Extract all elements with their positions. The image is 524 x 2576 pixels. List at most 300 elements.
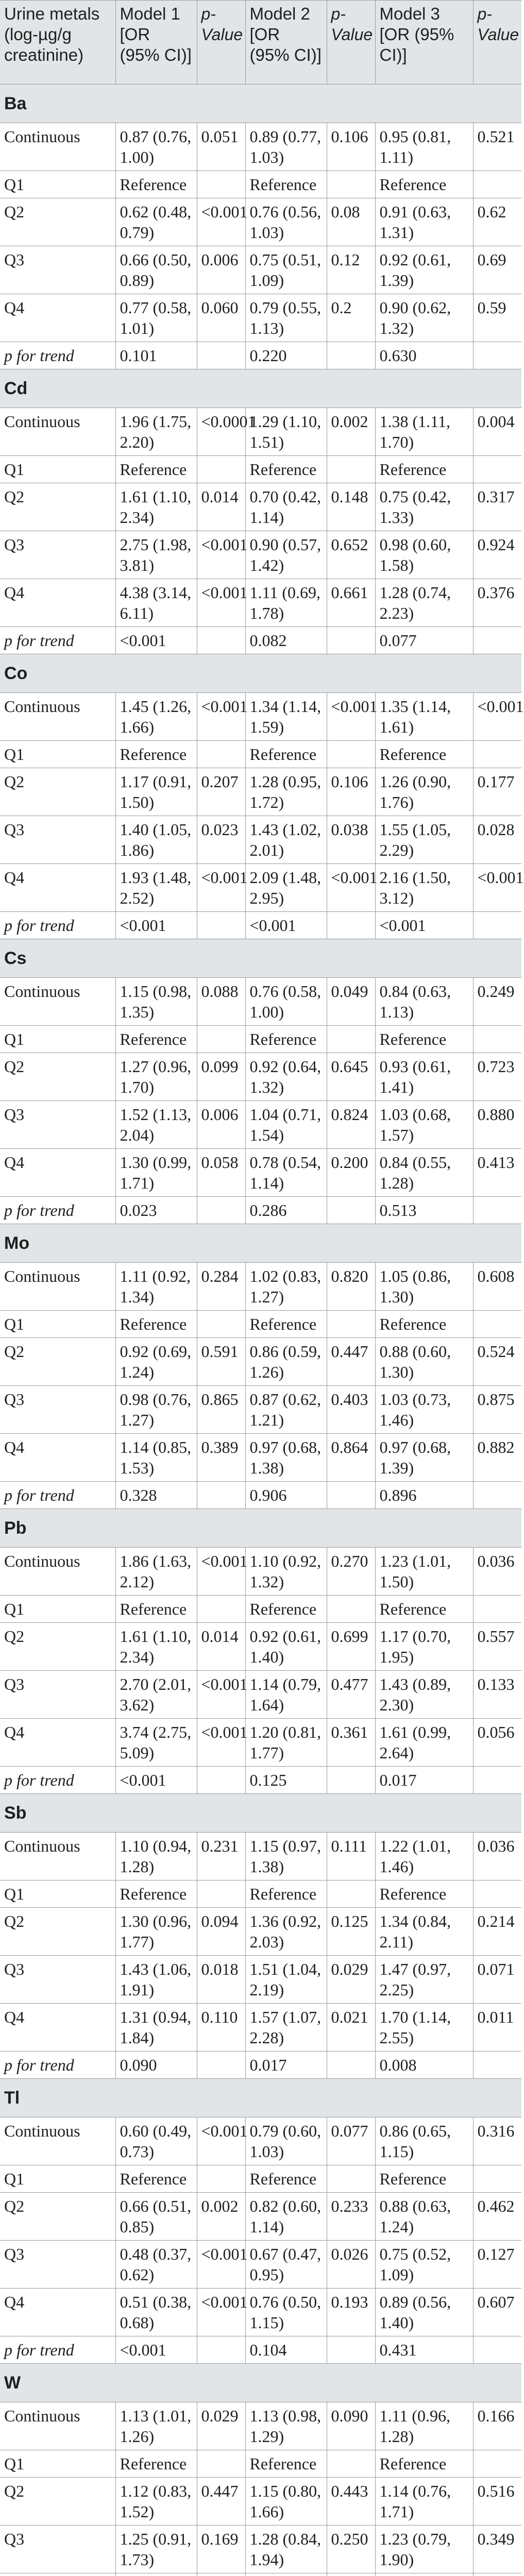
model-3-p: 0.524 xyxy=(473,1338,521,1386)
model-2-p: 0.090 xyxy=(327,2402,375,2450)
header-p-value-3: p-Value xyxy=(473,1,521,84)
row-label: p for trend xyxy=(0,342,115,369)
model-2-or: Reference xyxy=(245,2165,327,2193)
model-2-p: 0.148 xyxy=(327,483,375,531)
model-3-p: 0.607 xyxy=(473,2289,521,2336)
row-label: Q1 xyxy=(0,456,115,483)
model-2-p xyxy=(327,1311,375,1338)
model-1-p: 0.002 xyxy=(197,2193,245,2241)
model-1-or: Reference xyxy=(115,456,197,483)
model-1-or: 0.98 (0.76, 1.27) xyxy=(115,1386,197,1434)
model-2-or: 1.20 (0.81, 1.77) xyxy=(245,1719,327,1767)
model-3-p: 0.413 xyxy=(473,1149,521,1197)
model-3-or: 1.11 (0.96, 1.28) xyxy=(375,2402,473,2450)
model-3-or: 0.88 (0.60, 1.30) xyxy=(375,1338,473,1386)
model-2-or: 1.57 (1.07, 2.28) xyxy=(245,2004,327,2052)
row-label: Continuous xyxy=(0,1263,115,1311)
section-row-cd xyxy=(0,369,521,408)
model-2-p xyxy=(327,912,375,939)
model-3-p: 0.316 xyxy=(473,2117,521,2165)
table-row xyxy=(0,1434,521,1482)
model-3-p: 0.882 xyxy=(473,1434,521,1482)
row-label: Q4 xyxy=(0,864,115,912)
model-2-or: 1.36 (0.92, 2.03) xyxy=(245,1908,327,1956)
model-1-or: 0.77 (0.58, 1.01) xyxy=(115,294,197,342)
table-row xyxy=(0,1767,521,1794)
section-title: Co xyxy=(0,654,521,693)
header-model-1: Model 1 [OR (95% CI)] xyxy=(115,1,197,84)
table-row xyxy=(0,1101,521,1149)
model-2-or: 0.75 (0.51, 1.09) xyxy=(245,246,327,294)
model-2-p xyxy=(327,2450,375,2478)
model-2-or: 0.67 (0.47, 0.95) xyxy=(245,2241,327,2289)
model-1-p xyxy=(197,171,245,198)
row-label: Q1 xyxy=(0,1880,115,1908)
model-1-or: 3.74 (2.75, 5.09) xyxy=(115,1719,197,1767)
model-1-or: Reference xyxy=(115,1026,197,1053)
model-1-or: 1.15 (0.98, 1.35) xyxy=(115,978,197,1026)
model-1-or: 1.43 (1.06, 1.91) xyxy=(115,1956,197,2004)
model-2-or: 0.79 (0.60, 1.03) xyxy=(245,2117,327,2165)
model-3-or: 0.95 (0.81, 1.11) xyxy=(375,123,473,171)
table-header xyxy=(0,1,521,84)
model-1-p: 0.023 xyxy=(197,816,245,864)
model-2-or: 0.90 (0.57, 1.42) xyxy=(245,531,327,579)
model-3-p xyxy=(473,741,521,768)
model-3-or: 0.75 (0.52, 1.09) xyxy=(375,2241,473,2289)
table-row xyxy=(0,978,521,1026)
section-title: W xyxy=(0,2364,521,2402)
model-2-p: 0.403 xyxy=(327,1386,375,1434)
model-2-p: 0.645 xyxy=(327,1053,375,1101)
row-label: Q3 xyxy=(0,1101,115,1149)
model-2-p xyxy=(327,342,375,369)
model-2-or: 1.04 (0.71, 1.54) xyxy=(245,1101,327,1149)
model-1-or: 0.92 (0.69, 1.24) xyxy=(115,1338,197,1386)
table-row xyxy=(0,408,521,456)
model-1-or xyxy=(115,2573,197,2576)
model-3-p: 0.127 xyxy=(473,2241,521,2289)
model-1-p xyxy=(197,1197,245,1224)
model-2-p: 0.864 xyxy=(327,1434,375,1482)
section-row-tl xyxy=(0,2079,521,2117)
model-2-or: 0.104 xyxy=(245,2336,327,2364)
table-row xyxy=(0,1386,521,1434)
model-3-or: 0.97 (0.68, 1.39) xyxy=(375,1434,473,1482)
model-3-p xyxy=(473,1482,521,1509)
model-1-p xyxy=(197,741,245,768)
model-2-p: 0.661 xyxy=(327,579,375,627)
model-1-or: Reference xyxy=(115,2450,197,2478)
model-3-or: 1.03 (0.68, 1.57) xyxy=(375,1101,473,1149)
table-row xyxy=(0,693,521,741)
model-1-p: 0.018 xyxy=(197,1956,245,2004)
model-3-p: 0.166 xyxy=(473,2402,521,2450)
table-row xyxy=(0,2117,521,2165)
model-2-p: 0.200 xyxy=(327,1149,375,1197)
model-3-p: 0.071 xyxy=(473,1956,521,2004)
model-1-or: 0.023 xyxy=(115,1197,197,1224)
model-1-or: 0.60 (0.49, 0.73) xyxy=(115,2117,197,2165)
model-3-p: 0.521 xyxy=(473,123,521,171)
section-row-sb xyxy=(0,1794,521,1833)
model-3-or: 2.16 (1.50, 3.12) xyxy=(375,864,473,912)
table-row xyxy=(0,2241,521,2289)
model-2-or: 0.76 (0.58, 1.00) xyxy=(245,978,327,1026)
row-label: Q1 xyxy=(0,1026,115,1053)
model-2-p xyxy=(327,741,375,768)
row-label: Q1 xyxy=(0,171,115,198)
model-2-p: 0.250 xyxy=(327,2526,375,2573)
model-1-or: 2.70 (2.01, 3.62) xyxy=(115,1671,197,1719)
model-1-p: 0.014 xyxy=(197,1623,245,1671)
model-3-p: 0.69 xyxy=(473,246,521,294)
section-title: Sb xyxy=(0,1794,521,1833)
model-3-or: 0.077 xyxy=(375,627,473,654)
model-1-or: 1.45 (1.26, 1.66) xyxy=(115,693,197,741)
model-2-or: Reference xyxy=(245,1026,327,1053)
model-2-or: 0.79 (0.55, 1.13) xyxy=(245,294,327,342)
model-2-p: 0.029 xyxy=(327,1956,375,2004)
row-label: Q1 xyxy=(0,1596,115,1623)
model-3-p: 0.214 xyxy=(473,1908,521,1956)
model-1-p: 0.029 xyxy=(197,2402,245,2450)
row-label: p for trend xyxy=(0,1482,115,1509)
row-label: Continuous xyxy=(0,123,115,171)
table-row xyxy=(0,1311,521,1338)
row-label: Q3 xyxy=(0,2526,115,2573)
model-1-p: <0.001 xyxy=(197,579,245,627)
table-row xyxy=(0,864,521,912)
model-1-or: 1.25 (0.91, 1.73) xyxy=(115,2526,197,2573)
row-label: p for trend xyxy=(0,627,115,654)
model-3-p: 0.349 xyxy=(473,2526,521,2573)
section-row-cs xyxy=(0,939,521,978)
model-3-p: 0.011 xyxy=(473,2004,521,2052)
model-2-or: 1.34 (1.14, 1.59) xyxy=(245,693,327,741)
model-3-or: 1.38 (1.11, 1.70) xyxy=(375,408,473,456)
model-1-p xyxy=(197,2052,245,2079)
table-row xyxy=(0,2052,521,2079)
model-1-or: 1.96 (1.75, 2.20) xyxy=(115,408,197,456)
row-label: Continuous xyxy=(0,693,115,741)
table-row xyxy=(0,123,521,171)
model-3-p: 0.462 xyxy=(473,2193,521,2241)
model-3-or: 0.896 xyxy=(375,1482,473,1509)
model-1-or: 1.52 (1.13, 2.04) xyxy=(115,1101,197,1149)
table-row xyxy=(0,2450,521,2478)
model-1-or: 1.61 (1.10, 2.34) xyxy=(115,1623,197,1671)
model-3-or: 1.70 (1.14, 2.55) xyxy=(375,2004,473,2052)
model-3-or: 0.93 (0.61, 1.41) xyxy=(375,1053,473,1101)
model-3-or: Reference xyxy=(375,1311,473,1338)
model-1-p xyxy=(197,1482,245,1509)
section-title: Mo xyxy=(0,1224,521,1263)
model-1-p xyxy=(197,2450,245,2478)
model-2-or: 0.92 (0.61, 1.40) xyxy=(245,1623,327,1671)
table-row xyxy=(0,1026,521,1053)
header-urine-metals: Urine metals (log-µg/g creatinine) xyxy=(0,1,115,84)
model-1-p: 0.389 xyxy=(197,1434,245,1482)
model-2-p: 0.447 xyxy=(327,1338,375,1386)
model-3-or: 0.84 (0.55, 1.28) xyxy=(375,1149,473,1197)
model-1-p: <0.0001 xyxy=(197,408,245,456)
model-2-p: 0.111 xyxy=(327,1833,375,1880)
row-label: Continuous xyxy=(0,1548,115,1596)
row-label: Q3 xyxy=(0,531,115,579)
model-3-p: 0.875 xyxy=(473,1386,521,1434)
row-label: p for trend xyxy=(0,912,115,939)
row-label: Q4 xyxy=(0,1149,115,1197)
model-3-or: 1.26 (0.90, 1.76) xyxy=(375,768,473,816)
model-3-or: 1.22 (1.01, 1.46) xyxy=(375,1833,473,1880)
section-title: Pb xyxy=(0,1509,521,1548)
model-3-p xyxy=(473,1596,521,1623)
model-2-or: 0.082 xyxy=(245,627,327,654)
model-1-or: 1.86 (1.63, 2.12) xyxy=(115,1548,197,1596)
model-1-or: Reference xyxy=(115,741,197,768)
table-row xyxy=(0,1719,521,1767)
model-2-p: 0.038 xyxy=(327,816,375,864)
model-2-or: Reference xyxy=(245,1596,327,1623)
model-2-or: 1.14 (0.79, 1.64) xyxy=(245,1671,327,1719)
model-2-or: 0.70 (0.42, 1.14) xyxy=(245,483,327,531)
model-1-or: 0.51 (0.38, 0.68) xyxy=(115,2289,197,2336)
table-row xyxy=(0,342,521,369)
model-3-p xyxy=(473,627,521,654)
model-3-p: 0.177 xyxy=(473,768,521,816)
model-1-p: 0.006 xyxy=(197,1101,245,1149)
model-3-or: 0.431 xyxy=(375,2336,473,2364)
model-2-or: 1.11 (0.69, 1.78) xyxy=(245,579,327,627)
model-1-or: Reference xyxy=(115,2165,197,2193)
table-row xyxy=(0,741,521,768)
model-2-or: 0.125 xyxy=(245,1767,327,1794)
model-2-p: 0.361 xyxy=(327,1719,375,1767)
model-2-or: 0.286 xyxy=(245,1197,327,1224)
model-3-or: 1.05 (0.86, 1.30) xyxy=(375,1263,473,1311)
model-2-p xyxy=(327,627,375,654)
model-1-p: <0.001 xyxy=(197,1548,245,1596)
model-3-p: 0.62 xyxy=(473,198,521,246)
table-row xyxy=(0,768,521,816)
model-2-or: 0.87 (0.62, 1.21) xyxy=(245,1386,327,1434)
model-1-p xyxy=(197,2573,245,2576)
row-label: p for trend xyxy=(0,2052,115,2079)
model-1-p: 0.099 xyxy=(197,1053,245,1101)
model-2-or: 0.220 xyxy=(245,342,327,369)
model-1-p xyxy=(197,1026,245,1053)
model-1-p: <0.001 xyxy=(197,2241,245,2289)
model-1-p xyxy=(197,1596,245,1623)
model-1-p: 0.284 xyxy=(197,1263,245,1311)
row-label: Q4 xyxy=(0,579,115,627)
model-1-p: <0.001 xyxy=(197,1671,245,1719)
section-title: Cs xyxy=(0,939,521,978)
model-2-or: 1.15 (0.80, 1.66) xyxy=(245,2478,327,2526)
model-1-p: <0.001 xyxy=(197,198,245,246)
model-3-p xyxy=(473,342,521,369)
row-label: Q1 xyxy=(0,2450,115,2478)
model-1-or: 1.27 (0.96, 1.70) xyxy=(115,1053,197,1101)
model-3-p xyxy=(473,2052,521,2079)
model-2-or: 1.29 (1.10, 1.51) xyxy=(245,408,327,456)
model-2-p: 0.193 xyxy=(327,2289,375,2336)
model-2-or: Reference xyxy=(245,741,327,768)
model-1-or: 0.090 xyxy=(115,2052,197,2079)
model-2-or: <0.001 xyxy=(245,912,327,939)
row-label: Q2 xyxy=(0,1623,115,1671)
model-2-p: 0.08 xyxy=(327,198,375,246)
model-1-or: 0.87 (0.76, 1.00) xyxy=(115,123,197,171)
header-row xyxy=(0,1,521,84)
model-3-or: 0.89 (0.56, 1.40) xyxy=(375,2289,473,2336)
model-1-or: Reference xyxy=(115,1880,197,1908)
row-label: Q3 xyxy=(0,246,115,294)
model-1-or: 1.30 (0.96, 1.77) xyxy=(115,1908,197,1956)
model-1-p: <0.001 xyxy=(197,2117,245,2165)
table-row xyxy=(0,579,521,627)
table-row xyxy=(0,1197,521,1224)
model-3-or: 1.17 (0.70, 1.95) xyxy=(375,1623,473,1671)
model-2-p xyxy=(327,1880,375,1908)
table-row xyxy=(0,1596,521,1623)
model-1-p: 0.006 xyxy=(197,246,245,294)
table-row xyxy=(0,2193,521,2241)
model-3-p xyxy=(473,912,521,939)
table-row xyxy=(0,456,521,483)
model-3-p xyxy=(473,2573,521,2576)
model-1-p xyxy=(197,456,245,483)
model-3-or: 1.23 (0.79, 1.90) xyxy=(375,2526,473,2573)
model-3-p xyxy=(473,1026,521,1053)
row-label: Q1 xyxy=(0,2165,115,2193)
table-row xyxy=(0,1482,521,1509)
model-2-or: 1.51 (1.04, 2.19) xyxy=(245,1956,327,2004)
model-3-p: 0.557 xyxy=(473,1623,521,1671)
model-1-or: 1.13 (1.01, 1.26) xyxy=(115,2402,197,2450)
model-2-p: 0.652 xyxy=(327,531,375,579)
model-2-or: 1.10 (0.92, 1.32) xyxy=(245,1548,327,1596)
model-1-p xyxy=(197,912,245,939)
model-3-or: 1.34 (0.84, 2.11) xyxy=(375,1908,473,1956)
model-2-p: 0.820 xyxy=(327,1263,375,1311)
table-row xyxy=(0,1908,521,1956)
table-row xyxy=(0,627,521,654)
table-row xyxy=(0,1880,521,1908)
model-3-or: 1.35 (1.14, 1.61) xyxy=(375,693,473,741)
model-1-or: 1.11 (0.92, 1.34) xyxy=(115,1263,197,1311)
table-row xyxy=(0,2289,521,2336)
table-row xyxy=(0,171,521,198)
row-label: Q4 xyxy=(0,294,115,342)
model-1-or: 0.48 (0.37, 0.62) xyxy=(115,2241,197,2289)
row-label: Q2 xyxy=(0,483,115,531)
model-1-p xyxy=(197,1880,245,1908)
model-2-p: 0.002 xyxy=(327,408,375,456)
model-1-p: 0.865 xyxy=(197,1386,245,1434)
model-3-or: 1.43 (0.89, 2.30) xyxy=(375,1671,473,1719)
header-model-2: Model 2 [OR (95% CI)] xyxy=(245,1,327,84)
model-1-p xyxy=(197,2165,245,2193)
model-1-p: 0.051 xyxy=(197,123,245,171)
model-2-p: 0.477 xyxy=(327,1671,375,1719)
model-1-p: 0.060 xyxy=(197,294,245,342)
model-2-p: 0.12 xyxy=(327,246,375,294)
model-1-p: 0.058 xyxy=(197,1149,245,1197)
section-title: Ba xyxy=(0,84,521,123)
row-label: p for trend xyxy=(0,2336,115,2364)
model-1-or: 0.66 (0.51, 0.85) xyxy=(115,2193,197,2241)
table-row xyxy=(0,1956,521,2004)
model-1-or: 4.38 (3.14, 6.11) xyxy=(115,579,197,627)
row-label: Q2 xyxy=(0,1053,115,1101)
model-1-p xyxy=(197,1767,245,1794)
model-1-p xyxy=(197,627,245,654)
table-row xyxy=(0,246,521,294)
model-2-or: 0.82 (0.60, 1.14) xyxy=(245,2193,327,2241)
model-2-or: 0.76 (0.50, 1.15) xyxy=(245,2289,327,2336)
model-3-or: 0.75 (0.42, 1.33) xyxy=(375,483,473,531)
model-1-or: 0.62 (0.48, 0.79) xyxy=(115,198,197,246)
table-row xyxy=(0,1671,521,1719)
model-3-p: 0.028 xyxy=(473,816,521,864)
model-2-or: Reference xyxy=(245,1311,327,1338)
row-label: Q4 xyxy=(0,1434,115,1482)
model-3-or: 1.47 (0.97, 2.25) xyxy=(375,1956,473,2004)
row-label: Q3 xyxy=(0,1671,115,1719)
model-3-p: <0.001 xyxy=(473,864,521,912)
model-1-p xyxy=(197,342,245,369)
model-2-or: 0.78 (0.54, 1.14) xyxy=(245,1149,327,1197)
section-title: Tl xyxy=(0,2079,521,2117)
model-2-p xyxy=(327,2165,375,2193)
model-1-or: <0.001 xyxy=(115,1767,197,1794)
model-3-or: Reference xyxy=(375,2450,473,2478)
model-3-p: 0.59 xyxy=(473,294,521,342)
model-3-or: 1.61 (0.99, 2.64) xyxy=(375,1719,473,1767)
model-2-or: 1.28 (0.84, 1.94) xyxy=(245,2526,327,2573)
model-1-or: 1.10 (0.94, 1.28) xyxy=(115,1833,197,1880)
model-3-or: 0.630 xyxy=(375,342,473,369)
table-row xyxy=(0,2165,521,2193)
model-2-or: 0.89 (0.77, 1.03) xyxy=(245,123,327,171)
model-1-or: 1.31 (0.94, 1.84) xyxy=(115,2004,197,2052)
model-3-or: 1.03 (0.73, 1.46) xyxy=(375,1386,473,1434)
model-3-or: Reference xyxy=(375,1596,473,1623)
model-3-p: 0.376 xyxy=(473,579,521,627)
row-label: Continuous xyxy=(0,408,115,456)
model-2-p xyxy=(327,1197,375,1224)
model-3-or: 0.91 (0.63, 1.31) xyxy=(375,198,473,246)
model-3-or: 0.008 xyxy=(375,2052,473,2079)
model-3-or: Reference xyxy=(375,1880,473,1908)
model-2-p: 0.077 xyxy=(327,2117,375,2165)
section-row-mo xyxy=(0,1224,521,1263)
model-2-p: 0.824 xyxy=(327,1101,375,1149)
header-p-value-2: p-Value xyxy=(327,1,375,84)
model-1-or: <0.001 xyxy=(115,627,197,654)
model-2-p: <0.001 xyxy=(327,693,375,741)
model-1-p: 0.447 xyxy=(197,2478,245,2526)
section-row-ba xyxy=(0,84,521,123)
model-3-p xyxy=(473,1197,521,1224)
section-row-pb xyxy=(0,1509,521,1548)
table-row xyxy=(0,1053,521,1101)
model-3-or: 1.23 (1.01, 1.50) xyxy=(375,1548,473,1596)
model-1-p: 0.169 xyxy=(197,2526,245,2573)
model-1-or: <0.001 xyxy=(115,912,197,939)
